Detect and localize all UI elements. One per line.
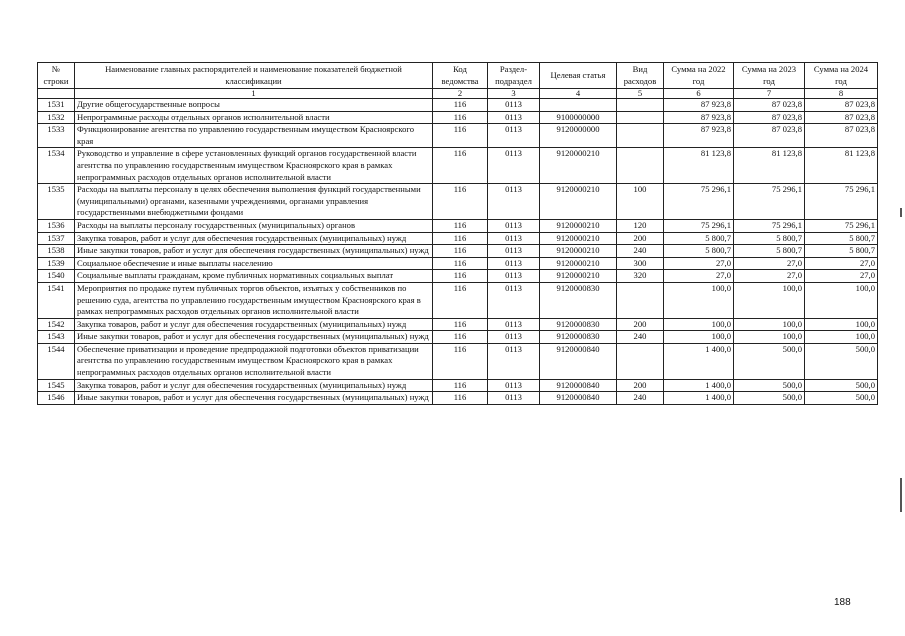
row-sum-2023: 100,0 [734, 282, 805, 318]
column-number [38, 89, 75, 99]
row-name: Функционирование агентства по управлению государственным имуществом Красноярского края [75, 124, 433, 148]
row-dept-code: 116 [433, 232, 488, 245]
row-section: 0113 [488, 270, 540, 283]
row-dept-code: 116 [433, 343, 488, 379]
table-body [38, 99, 878, 405]
row-name: Закупка товаров, работ и услуг для обеспечения государственных (муниципальных) нужд [75, 318, 433, 331]
row-section: 0113 [488, 245, 540, 258]
row-sum-2023: 75 296,1 [734, 219, 805, 232]
table-row [38, 124, 878, 148]
row-sum-2023: 87 023,8 [734, 111, 805, 124]
row-expense-type: 200 [617, 318, 664, 331]
row-name: Иные закупки товаров, работ и услуг для обеспечения государственных (муниципальных) нужд [75, 245, 433, 258]
row-expense-type: 320 [617, 270, 664, 283]
row-target-article: 9120000210 [540, 232, 617, 245]
row-number: 1534 [38, 148, 75, 184]
row-sum-2024: 27,0 [805, 257, 878, 270]
row-target-article: 9120000830 [540, 331, 617, 344]
table-row [38, 245, 878, 258]
row-target-article: 9120000210 [540, 270, 617, 283]
row-section: 0113 [488, 282, 540, 318]
row-number: 1541 [38, 282, 75, 318]
row-sum-2022: 27,0 [664, 270, 734, 283]
row-sum-2022: 87 923,8 [664, 111, 734, 124]
row-name: Другие общегосударственные вопросы [75, 99, 433, 112]
row-sum-2022: 100,0 [664, 331, 734, 344]
row-name: Социальные выплаты гражданам, кроме публичных нормативных социальных выплат [75, 270, 433, 283]
row-sum-2022: 75 296,1 [664, 184, 734, 220]
row-target-article: 9120000210 [540, 184, 617, 220]
header-row-number: № строки [38, 63, 75, 89]
row-number: 1533 [38, 124, 75, 148]
row-sum-2024: 75 296,1 [805, 219, 878, 232]
row-section: 0113 [488, 318, 540, 331]
table-header [38, 63, 878, 99]
row-sum-2024: 87 023,8 [805, 124, 878, 148]
table-row [38, 331, 878, 344]
row-number: 1542 [38, 318, 75, 331]
row-sum-2022: 5 800,7 [664, 232, 734, 245]
table-row [38, 219, 878, 232]
row-expense-type: 120 [617, 219, 664, 232]
row-sum-2022: 1 400,0 [664, 392, 734, 405]
header-section: Раздел-подраздел [488, 63, 540, 89]
row-sum-2024: 500,0 [805, 392, 878, 405]
scan-edge-mark [900, 208, 902, 217]
row-name: Обеспечение приватизации и проведение предпродажной подготовки объектов приватизации агентства по управлению государственным имуществом Красноярского края в рамках непрограммных расходов отдельных органов исполнительной власти [75, 343, 433, 379]
row-sum-2024: 27,0 [805, 270, 878, 283]
row-sum-2023: 81 123,8 [734, 148, 805, 184]
header-sum-2022: Сумма на 2022 год [664, 63, 734, 89]
row-expense-type [617, 282, 664, 318]
row-expense-type [617, 343, 664, 379]
row-expense-type [617, 111, 664, 124]
row-name: Закупка товаров, работ и услуг для обеспечения государственных (муниципальных) нужд [75, 379, 433, 392]
row-section: 0113 [488, 124, 540, 148]
row-sum-2023: 500,0 [734, 392, 805, 405]
row-dept-code: 116 [433, 245, 488, 258]
row-target-article: 9120000210 [540, 257, 617, 270]
row-sum-2023: 27,0 [734, 257, 805, 270]
row-name: Непрограммные расходы отдельных органов исполнительной власти [75, 111, 433, 124]
row-section: 0113 [488, 331, 540, 344]
row-target-article: 9120000830 [540, 282, 617, 318]
row-section: 0113 [488, 232, 540, 245]
row-target-article: 9120000000 [540, 124, 617, 148]
row-expense-type: 240 [617, 245, 664, 258]
column-number: 7 [734, 89, 805, 99]
row-target-article: 9120000840 [540, 379, 617, 392]
column-number: 1 [75, 89, 433, 99]
row-sum-2024: 81 123,8 [805, 148, 878, 184]
row-section: 0113 [488, 379, 540, 392]
row-expense-type [617, 99, 664, 112]
scan-edge-mark [900, 478, 902, 512]
row-sum-2023: 500,0 [734, 343, 805, 379]
column-number-row [38, 89, 878, 99]
row-sum-2022: 81 123,8 [664, 148, 734, 184]
row-expense-type: 200 [617, 379, 664, 392]
row-dept-code: 116 [433, 111, 488, 124]
row-dept-code: 116 [433, 318, 488, 331]
row-dept-code: 116 [433, 219, 488, 232]
page-number: 188 [834, 597, 851, 608]
row-sum-2024: 500,0 [805, 379, 878, 392]
table-row [38, 99, 878, 112]
table-row [38, 392, 878, 405]
row-name: Руководство и управление в сфере установленных функций органов государственной власти агентства по управлению государственным имуществом Красноярского края в рамках непрограммных расходов отдельных органов исполнительной власти [75, 148, 433, 184]
row-number: 1538 [38, 245, 75, 258]
row-dept-code: 116 [433, 392, 488, 405]
row-section: 0113 [488, 257, 540, 270]
row-target-article: 9120000210 [540, 148, 617, 184]
row-number: 1544 [38, 343, 75, 379]
column-number: 6 [664, 89, 734, 99]
row-name: Иные закупки товаров, работ и услуг для обеспечения государственных (муниципальных) нужд [75, 331, 433, 344]
row-expense-type: 100 [617, 184, 664, 220]
row-section: 0113 [488, 343, 540, 379]
row-sum-2022: 100,0 [664, 282, 734, 318]
row-sum-2024: 100,0 [805, 282, 878, 318]
row-expense-type [617, 148, 664, 184]
row-target-article: 9120000840 [540, 343, 617, 379]
row-sum-2023: 87 023,8 [734, 124, 805, 148]
row-sum-2023: 87 023,8 [734, 99, 805, 112]
row-dept-code: 116 [433, 99, 488, 112]
row-sum-2024: 87 023,8 [805, 111, 878, 124]
header-dept-code: Код ведомства [433, 63, 488, 89]
row-number: 1543 [38, 331, 75, 344]
row-section: 0113 [488, 219, 540, 232]
table-row [38, 184, 878, 220]
row-dept-code: 116 [433, 282, 488, 318]
header-sum-2023: Сумма на 2023 год [734, 63, 805, 89]
row-sum-2023: 100,0 [734, 331, 805, 344]
row-target-article: 9120000840 [540, 392, 617, 405]
row-target-article: 9120000830 [540, 318, 617, 331]
row-number: 1540 [38, 270, 75, 283]
header-sum-2024: Сумма на 2024 год [805, 63, 878, 89]
row-section: 0113 [488, 392, 540, 405]
row-sum-2023: 5 800,7 [734, 245, 805, 258]
row-number: 1539 [38, 257, 75, 270]
row-expense-type: 200 [617, 232, 664, 245]
table-row [38, 318, 878, 331]
row-number: 1545 [38, 379, 75, 392]
row-section: 0113 [488, 184, 540, 220]
row-name: Социальное обеспечение и иные выплаты населению [75, 257, 433, 270]
row-dept-code: 116 [433, 184, 488, 220]
row-sum-2024: 5 800,7 [805, 232, 878, 245]
budget-table [37, 62, 878, 405]
column-number: 4 [540, 89, 617, 99]
row-sum-2022: 75 296,1 [664, 219, 734, 232]
row-dept-code: 116 [433, 257, 488, 270]
header-name: Наименование главных распорядителей и наименование показателей бюджетной классификации [75, 63, 433, 89]
table-row [38, 232, 878, 245]
row-sum-2022: 87 923,8 [664, 124, 734, 148]
row-section: 0113 [488, 99, 540, 112]
row-sum-2024: 87 023,8 [805, 99, 878, 112]
row-sum-2022: 1 400,0 [664, 343, 734, 379]
row-sum-2022: 87 923,8 [664, 99, 734, 112]
row-sum-2024: 100,0 [805, 331, 878, 344]
table-row [38, 282, 878, 318]
row-sum-2022: 5 800,7 [664, 245, 734, 258]
table-row [38, 111, 878, 124]
table-row [38, 270, 878, 283]
row-sum-2024: 5 800,7 [805, 245, 878, 258]
row-sum-2023: 500,0 [734, 379, 805, 392]
row-section: 0113 [488, 148, 540, 184]
row-dept-code: 116 [433, 148, 488, 184]
row-sum-2022: 27,0 [664, 257, 734, 270]
row-sum-2022: 100,0 [664, 318, 734, 331]
row-number: 1536 [38, 219, 75, 232]
row-target-article [540, 99, 617, 112]
row-number: 1546 [38, 392, 75, 405]
row-number: 1535 [38, 184, 75, 220]
table-row [38, 379, 878, 392]
row-section: 0113 [488, 111, 540, 124]
row-sum-2024: 75 296,1 [805, 184, 878, 220]
column-number: 5 [617, 89, 664, 99]
row-sum-2024: 500,0 [805, 343, 878, 379]
row-name: Закупка товаров, работ и услуг для обеспечения государственных (муниципальных) нужд [75, 232, 433, 245]
row-sum-2023: 5 800,7 [734, 232, 805, 245]
row-name: Расходы на выплаты персоналу в целях обеспечения выполнения функций государственными (муниципальными) органами, казенными учреждениями, органами управления государственными внебюджетными фондами [75, 184, 433, 220]
header-row [38, 63, 878, 89]
row-sum-2024: 100,0 [805, 318, 878, 331]
row-sum-2023: 75 296,1 [734, 184, 805, 220]
row-sum-2022: 1 400,0 [664, 379, 734, 392]
row-expense-type: 240 [617, 392, 664, 405]
row-expense-type: 300 [617, 257, 664, 270]
row-dept-code: 116 [433, 124, 488, 148]
row-name: Расходы на выплаты персоналу государственных (муниципальных) органов [75, 219, 433, 232]
column-number: 2 [433, 89, 488, 99]
header-target-article: Целевая статья [540, 63, 617, 89]
row-target-article: 9120000210 [540, 219, 617, 232]
table-row [38, 257, 878, 270]
row-target-article: 9120000210 [540, 245, 617, 258]
row-number: 1532 [38, 111, 75, 124]
row-number: 1537 [38, 232, 75, 245]
table-row [38, 148, 878, 184]
table-row [38, 343, 878, 379]
header-expense-type: Вид расходов [617, 63, 664, 89]
row-name: Мероприятия по продаже путем публичных торгов объектов, изъятых у собственников по решению суда, агентства по управлению государственным имуществом Красноярского края в рамках непрограммных расходов отдельных органов исполнительной власти [75, 282, 433, 318]
column-number: 3 [488, 89, 540, 99]
row-number: 1531 [38, 99, 75, 112]
row-expense-type [617, 124, 664, 148]
row-dept-code: 116 [433, 379, 488, 392]
row-expense-type: 240 [617, 331, 664, 344]
row-target-article: 9100000000 [540, 111, 617, 124]
row-dept-code: 116 [433, 270, 488, 283]
row-dept-code: 116 [433, 331, 488, 344]
column-number: 8 [805, 89, 878, 99]
row-name: Иные закупки товаров, работ и услуг для обеспечения государственных (муниципальных) нужд [75, 392, 433, 405]
row-sum-2023: 100,0 [734, 318, 805, 331]
row-sum-2023: 27,0 [734, 270, 805, 283]
